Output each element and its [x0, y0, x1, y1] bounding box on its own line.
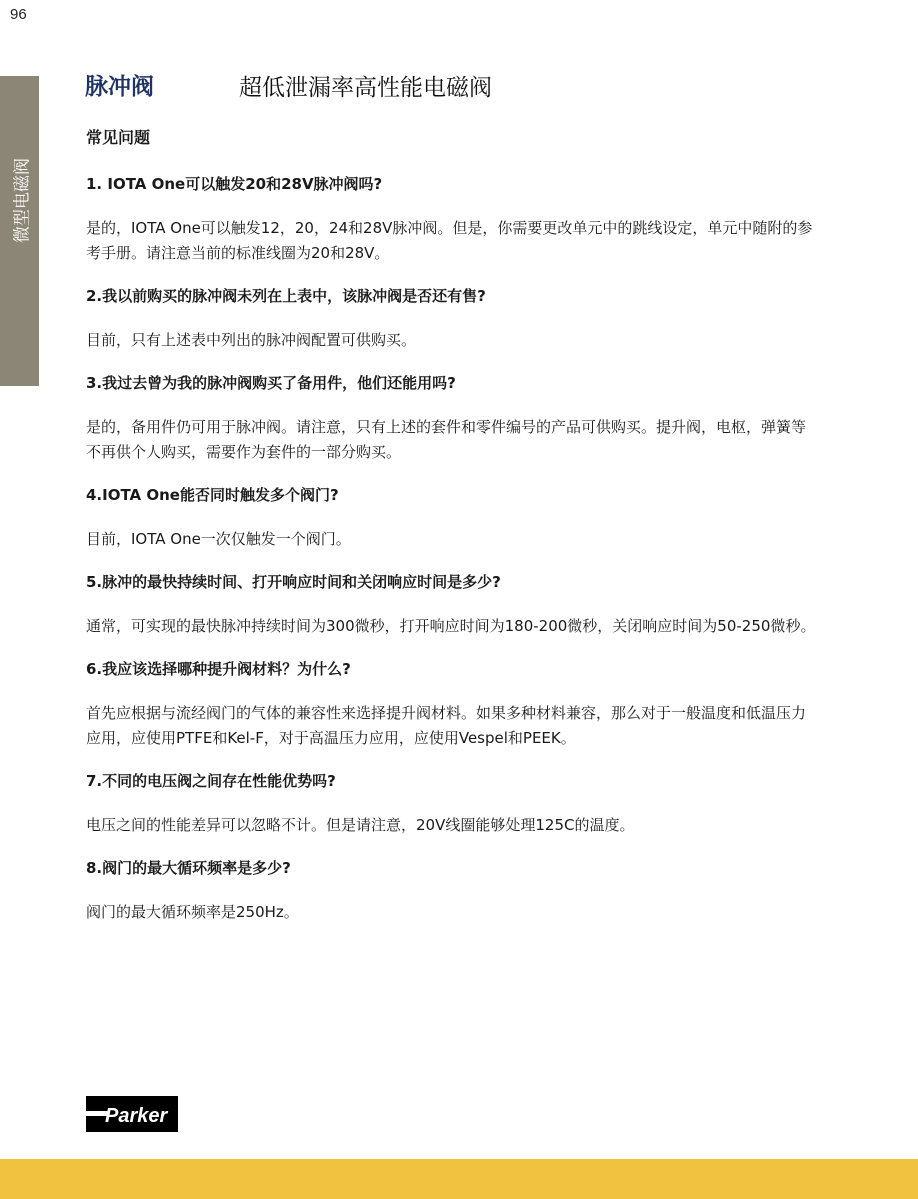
faq-answer: 目前，只有上述表中列出的脉冲阀配置可供购买。: [86, 331, 417, 349]
faq-answer: 是的，IOTA One可以触发12，20，24和28V脉冲阀。但是，你需要更改单元中的跳线设定，单元中随附的参考手册。请注意当前的标准线圈为20和28V。: [86, 219, 813, 262]
faq-question: 1. IOTA One可以触发20和28V脉冲阀吗?: [86, 175, 383, 193]
faq-item: [86, 769, 816, 838]
faq-answer: 阀门的最大循环频率是250Hz。: [86, 903, 299, 921]
faq-question: 8.阀门的最大循环频率是多少?: [86, 859, 291, 877]
faq-answer: 目前，IOTA One一次仅触发一个阀门。: [86, 530, 351, 548]
side-tab-label: 微型电磁阀: [12, 158, 32, 243]
page-number: 96: [10, 6, 27, 23]
faq-heading: 常见问题: [86, 128, 151, 147]
page-header: [85, 68, 845, 104]
faq-answer: 首先应根据与流经阀门的气体的兼容性来选择提升阀材料。如果多种材料兼容，那么对于一般温度和低温压力应用，应使用PTFE和Kel-F，对于高温压力应用，应使用Vespel和PEEK。: [86, 704, 807, 747]
faq-question: 2.我以前购买的脉冲阀未列在上表中，该脉冲阀是否还有售?: [86, 287, 486, 305]
faq-item: [86, 284, 816, 353]
faq-question: 5.脉冲的最快持续时间、打开响应时间和关闭响应时间是多少?: [86, 573, 501, 591]
faq-question: 3.我过去曾为我的脉冲阀购买了备用件，他们还能用吗?: [86, 374, 456, 392]
faq-item: [86, 483, 816, 552]
faq-question: 7.不同的电压阀之间存在性能优势吗?: [86, 772, 336, 790]
faq-answer: 通常，可实现的最快脉冲持续时间为300微秒，打开响应时间为180-200微秒，关闭响应时间为50-250微秒。: [86, 617, 816, 635]
faq-item: [86, 172, 816, 266]
faq-item: [86, 570, 816, 639]
faq-item: [86, 856, 816, 925]
section-title: 脉冲阀: [85, 74, 154, 100]
faq-question: 4.IOTA One能否同时触发多个阀门?: [86, 486, 339, 504]
faq-item: [86, 657, 816, 751]
side-tab: [0, 76, 39, 386]
page-subtitle: 超低泄漏率高性能电磁阀: [239, 75, 492, 101]
faq-item: [86, 371, 816, 465]
logo-text: Parker: [105, 1105, 168, 1127]
bottom-color-band: [0, 1159, 918, 1199]
faq-answer: 是的，备用件仍可用于脉冲阀。请注意，只有上述的套件和零件编号的产品可供购买。提升阀，电枢，弹簧等不再供个人购买，需要作为套件的一部分购买。: [86, 418, 807, 461]
parker-logo-icon: [86, 1096, 178, 1132]
faq-section: [86, 126, 816, 943]
faq-answer: 电压之间的性能差异可以忽略不计。但是请注意，20V线圈能够处理125C的温度。: [86, 816, 635, 834]
faq-question: 6.我应该选择哪种提升阀材料？为什么?: [86, 660, 351, 678]
